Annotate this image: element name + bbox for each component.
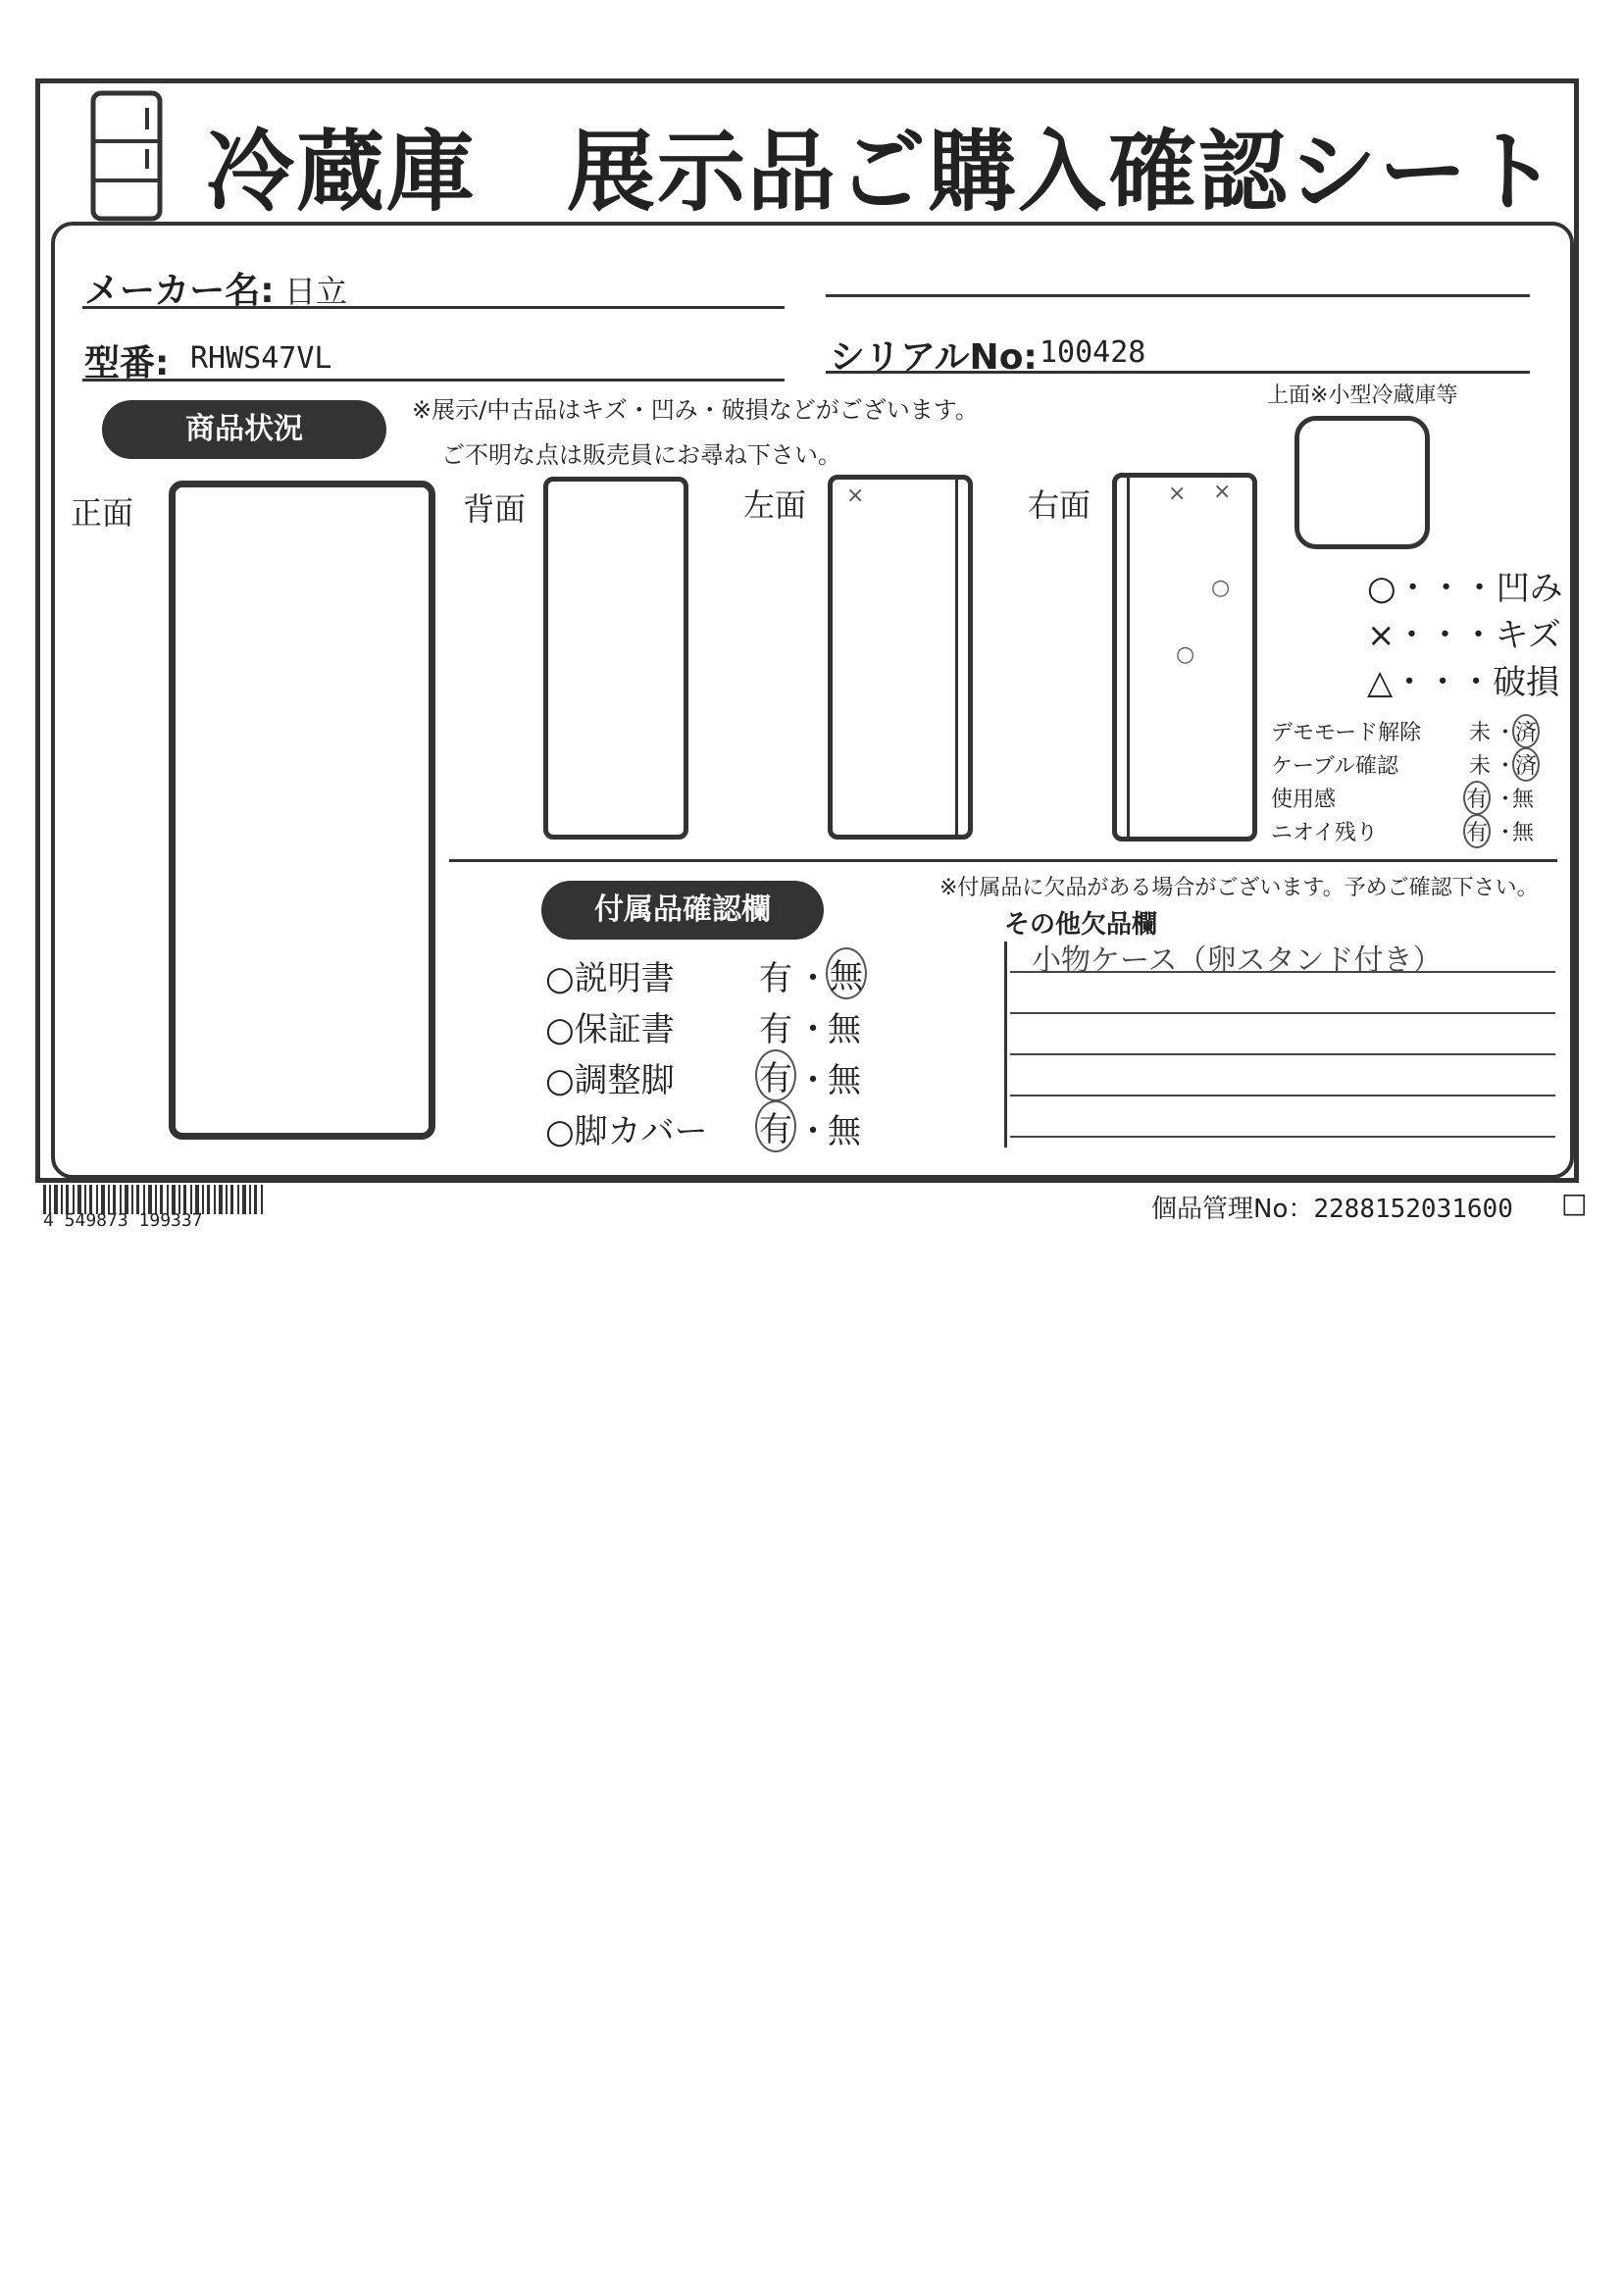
accessory-adjuster-feet: ○調整脚 有 ・ 無 (545, 1053, 675, 1101)
legend-dent: ○・・・凹み (1367, 569, 1563, 608)
selected-circle: 有 (755, 1049, 796, 1101)
missing-items-line (1010, 1095, 1555, 1096)
back-view-panel (543, 477, 688, 840)
condition-note-1: ※展示/中古品はキズ・凹み・破損などがございます。 (412, 396, 979, 424)
barcode-digits: 4 549873 199337 (43, 1210, 203, 1231)
missing-items-line (1010, 1012, 1555, 1014)
blank-underline (826, 294, 1530, 297)
legend-scratch: ×・・・キズ (1367, 616, 1561, 655)
check-cable: ケーブル確認 未 ・ 済 (1271, 749, 1398, 780)
legend-damage: △・・・破損 (1367, 663, 1560, 702)
missing-items-label: その他欠品欄 (1004, 910, 1158, 940)
missing-items-line (1010, 971, 1555, 973)
missing-item-entry: 小物ケース（卵スタンド付き） (1032, 943, 1443, 978)
accessory-warranty: ○保証書 有 ・ 無 (545, 1010, 861, 1049)
model-underline (82, 379, 785, 382)
back-view-label: 背面 (463, 490, 527, 528)
selected-circle: 有 (1463, 781, 1491, 815)
selected-circle: 無 (826, 947, 867, 999)
accessories-note: ※付属品に欠品がある場合がございます。予めご確認下さい。 (939, 876, 1539, 900)
selected-circle: 済 (1512, 714, 1540, 748)
section-divider (449, 859, 1557, 862)
front-view-panel (169, 481, 435, 1140)
check-odor: ニオイ残り 有 ・ 無 (1271, 816, 1378, 846)
maker-label: メーカー名: (84, 271, 275, 311)
top-view-note: ※小型冷蔵庫等 (1310, 383, 1458, 408)
check-usage: 使用感 有 ・ 無 (1271, 783, 1336, 813)
missing-items-line (1010, 1136, 1555, 1138)
top-view-panel (1294, 416, 1430, 549)
refrigerator-icon (90, 90, 165, 224)
serial-underline (826, 371, 1530, 374)
missing-items-line (1010, 1053, 1555, 1055)
management-value: 2288152031600 (1313, 1195, 1513, 1224)
left-view-panel (828, 475, 973, 840)
left-view-door-edge (955, 480, 958, 835)
left-view-label: 左面 (743, 486, 807, 524)
scratch-mark: × (1213, 480, 1232, 504)
selected-circle: 有 (1463, 814, 1491, 848)
accessory-manual: ○説明書 有 ・ 無 (545, 951, 675, 999)
front-view-label: 正面 (71, 494, 134, 532)
management-label: 個品管理No： (1151, 1195, 1314, 1224)
top-view-title: 上面 (1267, 383, 1311, 408)
maker-underline (82, 306, 785, 309)
accessory-foot-cover: ○脚カバー 有 ・ 無 (545, 1104, 708, 1152)
selected-circle: 済 (1512, 747, 1540, 782)
model-label: 型番: (84, 343, 170, 383)
dent-mark: ○ (1211, 576, 1231, 600)
right-view-panel (1112, 473, 1257, 841)
serial-label: シリアルNo: (830, 337, 1038, 378)
scratch-mark: × (1168, 482, 1187, 506)
condition-note-2: ご不明な点は販売員にお尋ね下さい。 (441, 441, 841, 469)
scratch-mark: × (846, 484, 865, 508)
management-number (1151, 1189, 1513, 1225)
right-view-door-edge (1127, 478, 1130, 837)
condition-section-label: 商品状況 (102, 400, 386, 459)
top-view-label (1267, 379, 1457, 409)
accessories-section-label: 付属品確認欄 (541, 881, 824, 940)
maker-value: 日立 (284, 273, 348, 310)
check-demo-mode: デモモード解除 未 ・ 済 (1271, 716, 1421, 746)
model-value: RHWS47VL (190, 341, 332, 376)
page-title: 冷蔵庫 展示品ご購入確認シート (206, 121, 1559, 224)
checkbox-icon: □ (1561, 1187, 1588, 1219)
selected-circle: 有 (755, 1100, 796, 1152)
dent-mark: ○ (1176, 642, 1195, 667)
right-view-label: 右面 (1028, 486, 1091, 524)
serial-value: 100428 (1040, 335, 1146, 370)
